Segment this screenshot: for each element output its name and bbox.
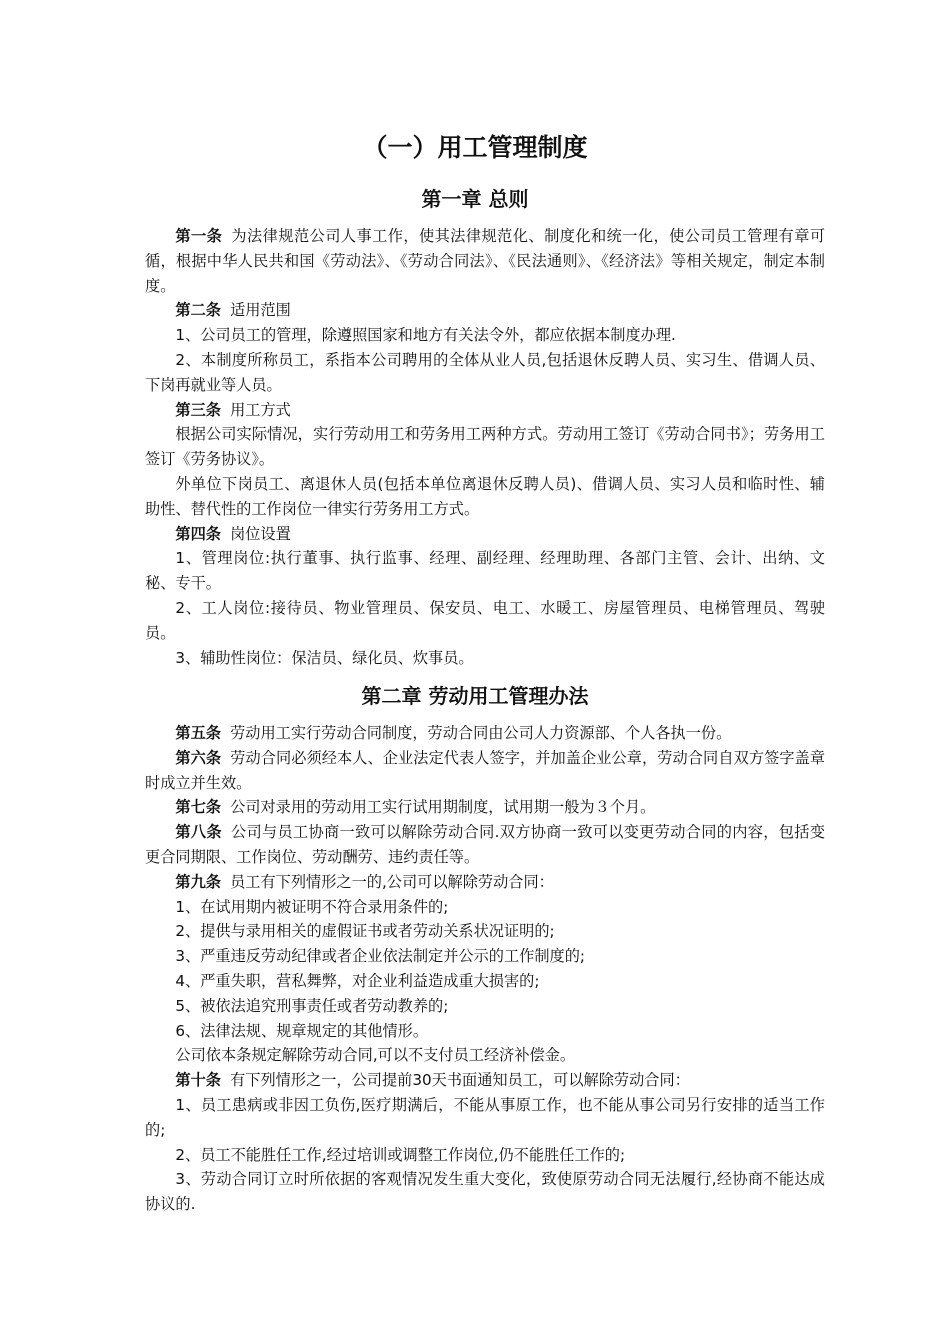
paragraph [145, 895, 825, 920]
paragraph-text: 公司与员工协商一致可以解除劳动合同.双方协商一致可以变更劳动合同的内容，包括变更合同期限、工作岗位、劳动酬劳、违约责任等。 [145, 823, 826, 866]
paragraph [145, 1068, 825, 1093]
paragraph [145, 721, 825, 746]
paragraph-text: 岗位设置 [230, 524, 291, 543]
paragraph [145, 323, 825, 348]
paragraph-text: 2、提供与录用相关的虚假证书或者劳动关系状况证明的; [175, 922, 555, 941]
paragraph [145, 224, 825, 298]
paragraph [145, 870, 825, 895]
article-label: 第二条 [175, 301, 221, 320]
article-label: 第五条 [175, 724, 221, 742]
paragraph [145, 398, 825, 423]
article-label: 第六条 [175, 748, 222, 767]
paragraph [145, 820, 825, 870]
paragraph-text: 3、严重违反劳动纪律或者企业依法制定并公示的工作制度的; [175, 947, 586, 966]
paragraph [145, 546, 825, 596]
paragraph-text: 劳动合同必须经本人、企业法定代表人签字，并加盖企业公章，劳动合同自双方签字盖章时成立并生效。 [145, 748, 826, 792]
paragraph-text: 用工方式 [230, 400, 291, 419]
paragraph-text: 有下列情形之一，公司提前30天书面通知员工，可以解除劳动合同： [230, 1071, 690, 1090]
article-label: 第十条 [175, 1071, 221, 1090]
article-label: 第九条 [175, 872, 221, 891]
paragraph-text: 1、员工患病或非因工负伤,医疗期满后，不能从事原工作，也不能从事公司另行安排的适当工作的; [145, 1095, 825, 1139]
paragraph [145, 1093, 825, 1143]
paragraph [145, 298, 825, 323]
paragraph [145, 348, 825, 398]
article-label: 第一条 [175, 227, 223, 245]
paragraph [145, 422, 825, 472]
paragraph-text: 4、严重失职，营私舞弊，对企业利益造成重大损害的; [175, 971, 540, 990]
paragraph-text: 公司对录用的劳动用工实行试用期制度，试用期一般为３个月。 [230, 798, 656, 817]
paragraph [145, 646, 825, 671]
paragraph-text: 为法律规范公司人事工作，使其法律规范化、制度化和统一化，使公司员工管理有章可循，根据中华人民共和国《劳动法》、《劳动合同法》、《民法通则》、《经济法》等相关规定，制定本制度。 [145, 227, 826, 295]
paragraph-text: 员工有下列情形之一的,公司可以解除劳动合同： [230, 872, 554, 891]
article-label: 第四条 [175, 524, 221, 543]
chapter-1-body [145, 224, 825, 670]
paragraph-text: 根据公司实际情况，实行劳动用工和劳务用工两种方式。劳动用工签订《劳动合同书》；劳务用工签订《劳务协议》。 [145, 425, 825, 469]
paragraph-text: 5、被依法追究刑事责任或者劳动教养的; [175, 996, 449, 1015]
paragraph [145, 944, 825, 969]
paragraph-text: 3、辅助性岗位：保洁员、绿化员、炊事员。 [175, 648, 474, 667]
chapter-2-title: 第二章 劳动用工管理办法 [361, 684, 589, 708]
paragraph [145, 596, 825, 646]
article-label: 第三条 [175, 400, 221, 419]
document-title: （一）用工管理制度 [362, 133, 588, 162]
paragraph [145, 969, 825, 994]
paragraph [145, 746, 825, 796]
paragraph [145, 795, 825, 820]
paragraph [145, 1019, 825, 1044]
paragraph [145, 1143, 825, 1168]
paragraph-text: 3、劳动合同订立时所依据的客观情况发生重大变化，致使原劳动合同无法履行,经协商不能达成协议的. [145, 1170, 825, 1214]
article-label: 第八条 [175, 823, 222, 842]
paragraph-text: 外单位下岗员工、离退休人员(包括本单位离退休反聘人员)、借调人员、实习人员和临时性、辅助性、替代性的工作岗位一律实行劳务用工方式。 [145, 474, 825, 518]
paragraph [145, 994, 825, 1019]
paragraph [145, 919, 825, 944]
paragraph [145, 472, 825, 522]
paragraph-text: 1、公司员工的管理，除遵照国家和地方有关法令外，都应依据本制度办理. [175, 326, 676, 345]
chapter-2-body [145, 721, 825, 1217]
paragraph-text: 6、法律法规、规章规定的其他情形。 [175, 1021, 429, 1040]
paragraph-text: 劳动用工实行劳动合同制度，劳动合同由公司人力资源部、个人各执一份。 [230, 724, 732, 742]
paragraph [145, 1043, 825, 1068]
chapter-1-title: 第一章 总则 [421, 187, 529, 211]
paragraph [145, 522, 825, 547]
paragraph-text: 2、工人岗位:接待员、物业管理员、保安员、电工、水暖工、房屋管理员、电梯管理员、驾驶员。 [145, 598, 825, 642]
paragraph [145, 1167, 825, 1217]
paragraph-text: 适用范围 [230, 301, 291, 320]
paragraph-text: 公司依本条规定解除劳动合同,可以不支付员工经济补偿金。 [175, 1046, 576, 1065]
article-label: 第七条 [175, 798, 221, 817]
paragraph-text: 2、员工不能胜任工作,经过培训或调整工作岗位,仍不能胜任工作的; [175, 1145, 626, 1164]
paragraph-text: 1、在试用期内被证明不符合录用条件的; [175, 897, 449, 916]
paragraph-text: 1、管理岗位:执行董事、执行监事、经理、副经理、经理助理、各部门主管、会计、出纳、文秘、专干。 [145, 549, 825, 593]
paragraph-text: 2、本制度所称员工，系指本公司聘用的全体从业人员,包括退休反聘人员、实习生、借调人员、下岗再就业等人员。 [145, 350, 825, 394]
